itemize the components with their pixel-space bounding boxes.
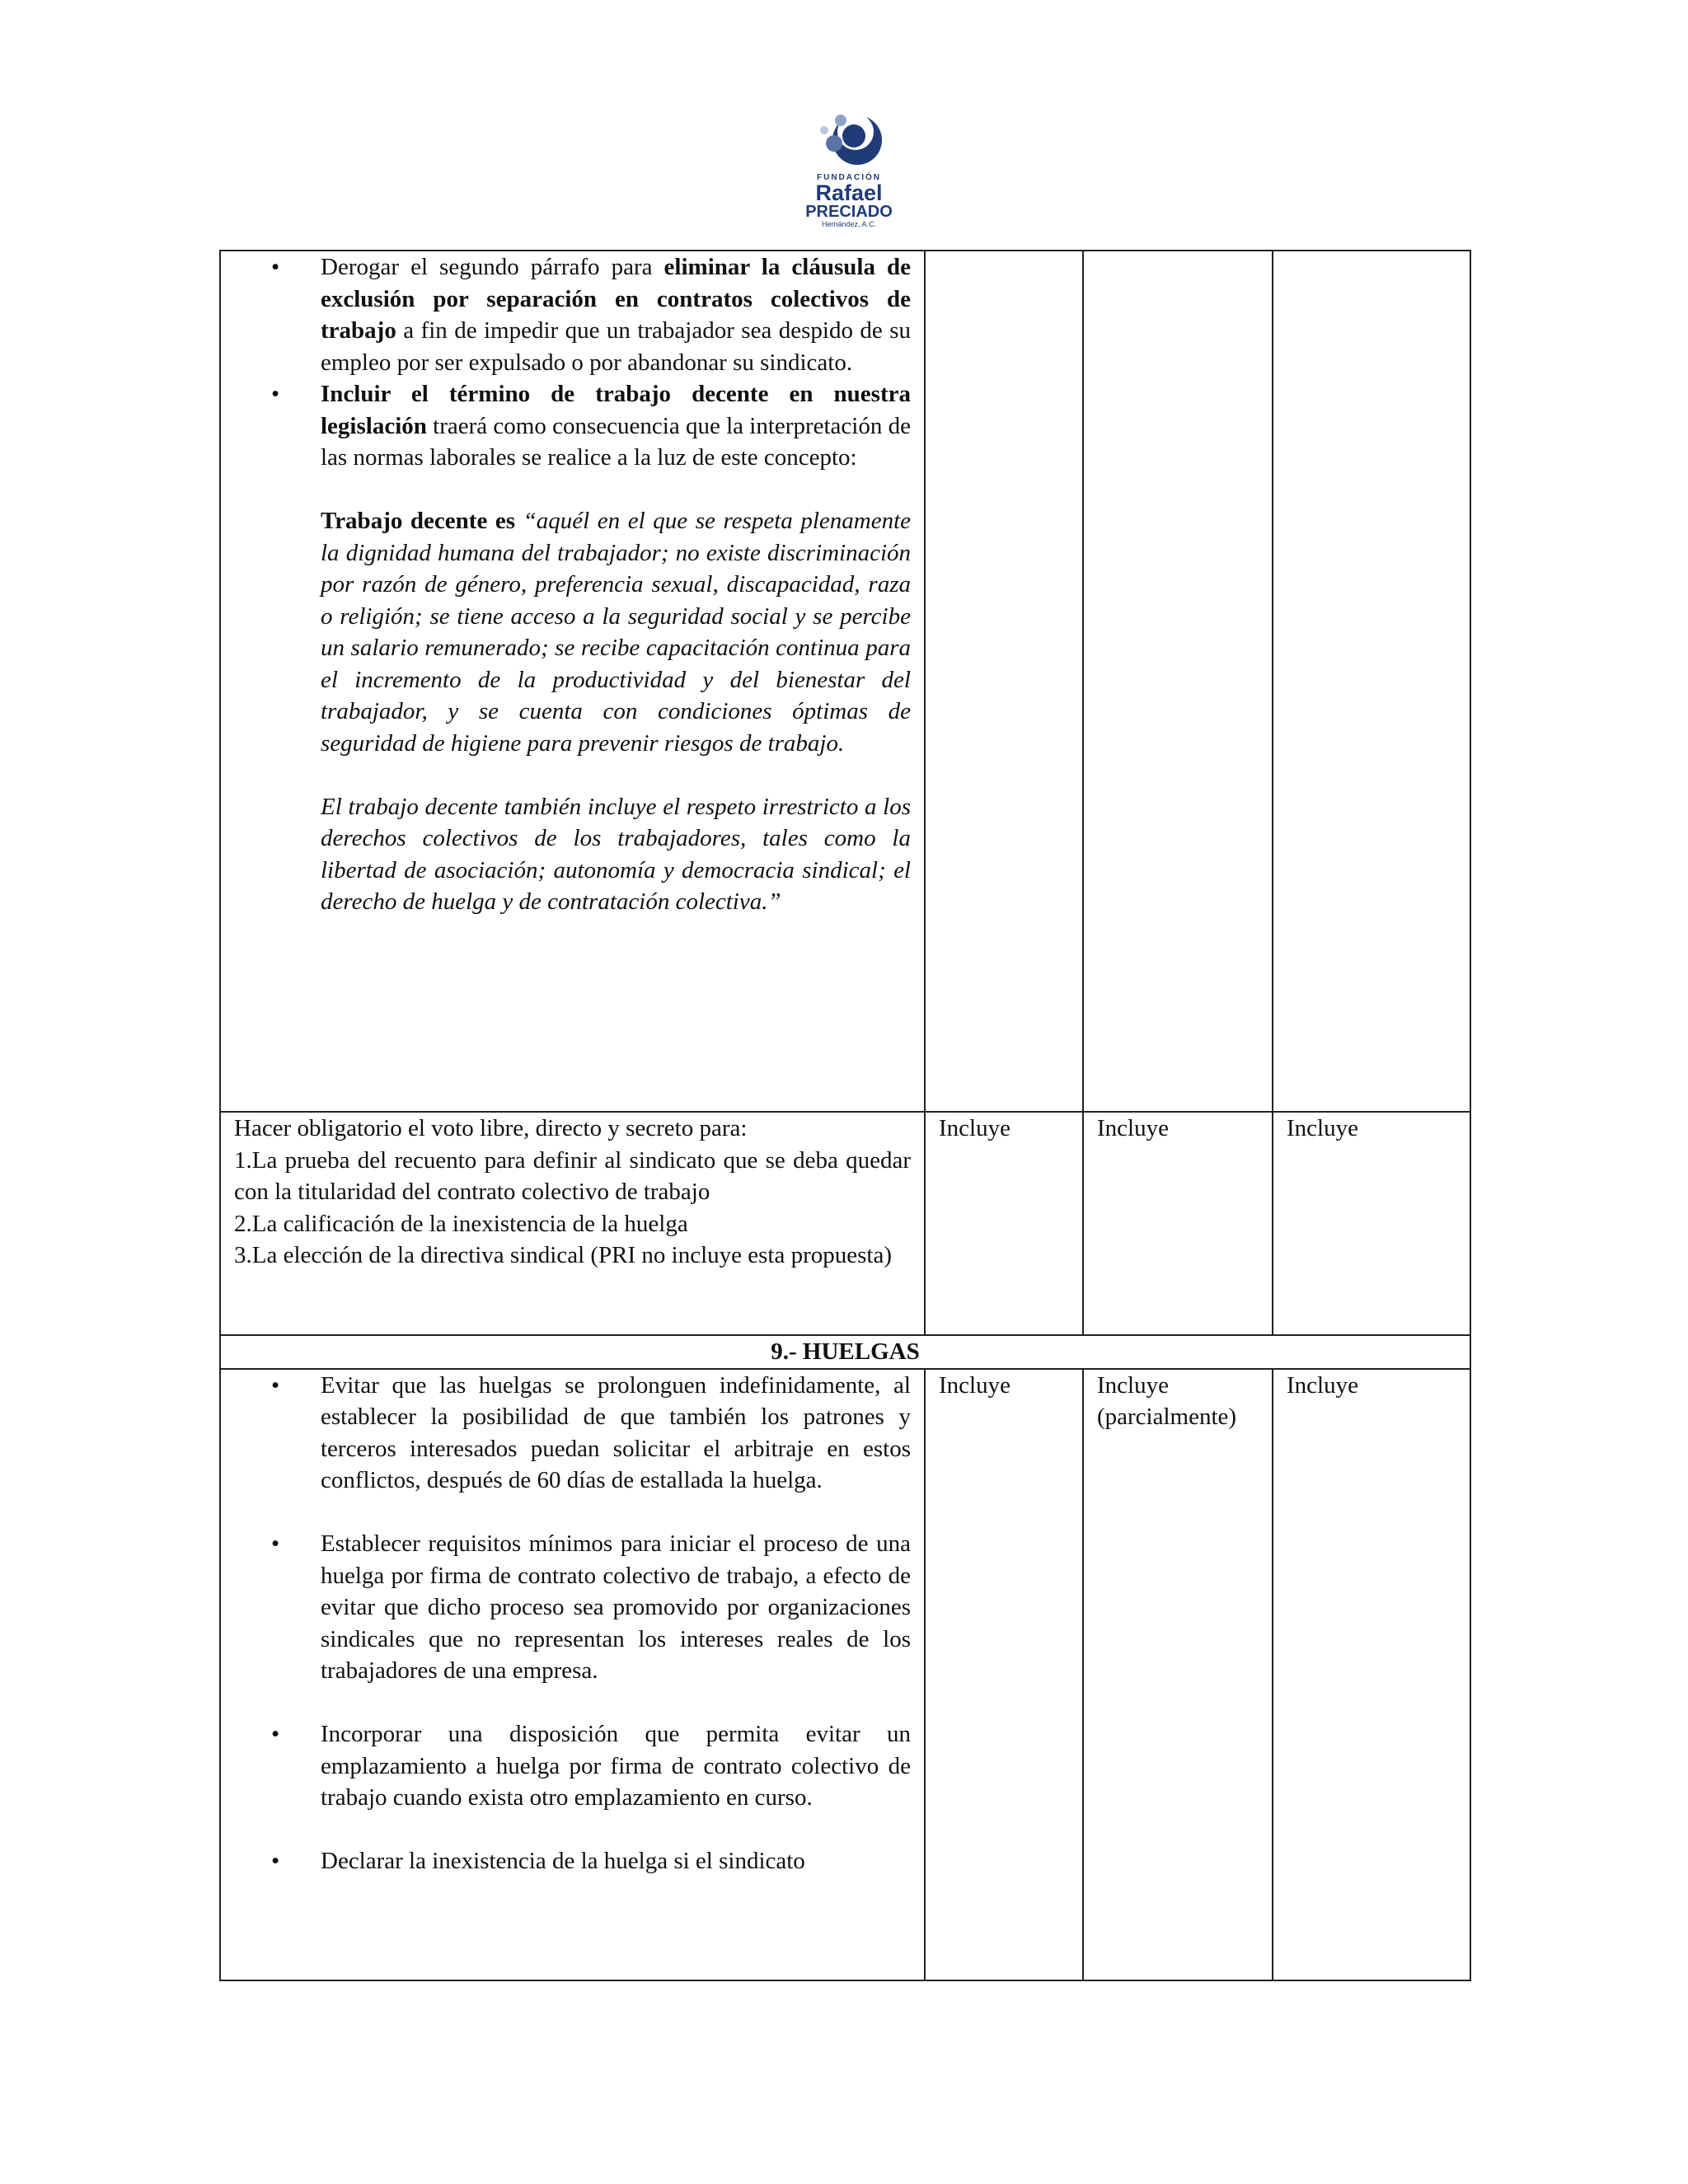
status-cell: Incluye [1083,1112,1273,1335]
bullet-bold-text: eliminar la cláusula de exclusión por separación en contratos colectivos de trabajo [321,254,912,344]
section-title: 9.- HUELGAS [220,1335,1470,1369]
definition-label: Trabajo decente es [321,508,516,534]
list-item [321,378,911,474]
logo-line-rafael: Rafael [815,180,883,205]
bullet-list [234,251,911,474]
proposals-table [219,250,1471,1981]
definition-paragraph [234,505,911,759]
status-note: (parcialmente) [1097,1404,1237,1430]
row-item: 3.La elección de la directiva sindical (PRI no incluye esta propuesta) [234,1242,893,1268]
proposal-cell [220,1112,925,1335]
list-item: • Evitar que las huelgas se prolonguen indefinidamente, al establecer la posibilidad de que también los patrones y terceros interesados puedan solicitar el arbitraje en estos conflictos, después de 60 días de estallada la huelga. [321,1370,911,1497]
table-row-secret-vote [220,1112,1470,1335]
bullet-list [234,1845,911,1877]
status-cell: Incluye [1273,1112,1470,1335]
logo-line-fundacion: FUNDACIÓN [817,173,881,182]
table-row-strikes [220,1369,1470,1980]
bullet-list [234,1528,911,1687]
status-cell [1083,1369,1273,1980]
bullet-text: Derogar el segundo párrafo para [321,254,664,280]
list-item: • Incorporar una disposición que permita evitar un emplazamiento a huelga por firma de contrato colectivo de trabajo cuando exista otro emplazamiento en curso. [321,1718,911,1814]
logo-line-preciado: PRECIADO [805,203,893,221]
bullet-list [234,1370,911,1497]
table-row-section-title [220,1335,1470,1369]
definition-text: “aquél en el que se respeta plenamente la dignidad humana del trabajador; no existe discriminación por razón de género, preferencia sexual, discapacidad, raza o religión; se tiene acceso a la seguridad social y se percibe un salario remunerado; se recibe capacitación continua para el incremento de la productividad y del bienestar del trabajador, y se cuenta con condiciones óptimas de seguridad de higiene para prevenir riesgos de trabajo. [321,508,912,757]
paragraph-text: El trabajo decente también incluye el respeto irrestricto a los derechos colectivos de los trabajadores, tales como la libertad de asociación; autonomía y democracia sindical; el derecho de huelga y de contratación colectiva.” [321,793,911,915]
row-item: 1.La prueba del recuento para definir al sindicato que se deba quedar con la titularidad del contrato colectivo de trabajo [234,1146,911,1205]
empty-cell [925,251,1083,1112]
bullet-list [234,1718,911,1814]
row-item: 2.La calificación de la inexistencia de la huelga [234,1210,688,1237]
status-cell: Incluye [925,1112,1083,1335]
foundation-logo [791,107,907,236]
list-item: • Establecer requisitos mínimos para iniciar el proceso de una huelga por firma de contrato colectivo de trabajo, a efecto de evitar que dicho proceso sea promovido por organizaciones sindicales que no representan los intereses reales de los trabajadores de una empresa. [321,1528,911,1687]
list-item: • Declarar la inexistencia de la huelga si el sindicato [321,1845,911,1877]
status-text: Incluye [1097,1371,1169,1399]
list-item [321,251,911,378]
table-row-exclusion-clause [220,251,1470,1112]
empty-cell [1083,251,1273,1112]
bullet-text: a fin de impedir que un trabajador sea despido de su empleo por ser expulsado o por abandonar su sindicato. [321,317,911,376]
status-cell: Incluye [925,1369,1083,1980]
empty-cell [1273,251,1470,1112]
bullet-text: traerá como consecuencia que la interpretación de las normas laborales se realice a la luz de este concepto: [321,412,911,471]
bullet-bold-text: Incluir el término de trabajo decente en nuestra legislación [321,381,911,439]
logo-circles-icon [809,107,889,171]
row-intro: Hacer obligatorio el voto libre, directo y secreto para: [234,1115,748,1141]
logo-line-hernandez: Hernández, A.C. [821,220,877,228]
proposal-cell [220,251,925,1112]
proposal-cell [220,1369,925,1980]
status-cell: Incluye [1273,1369,1470,1980]
collective-rights-paragraph [234,791,911,918]
